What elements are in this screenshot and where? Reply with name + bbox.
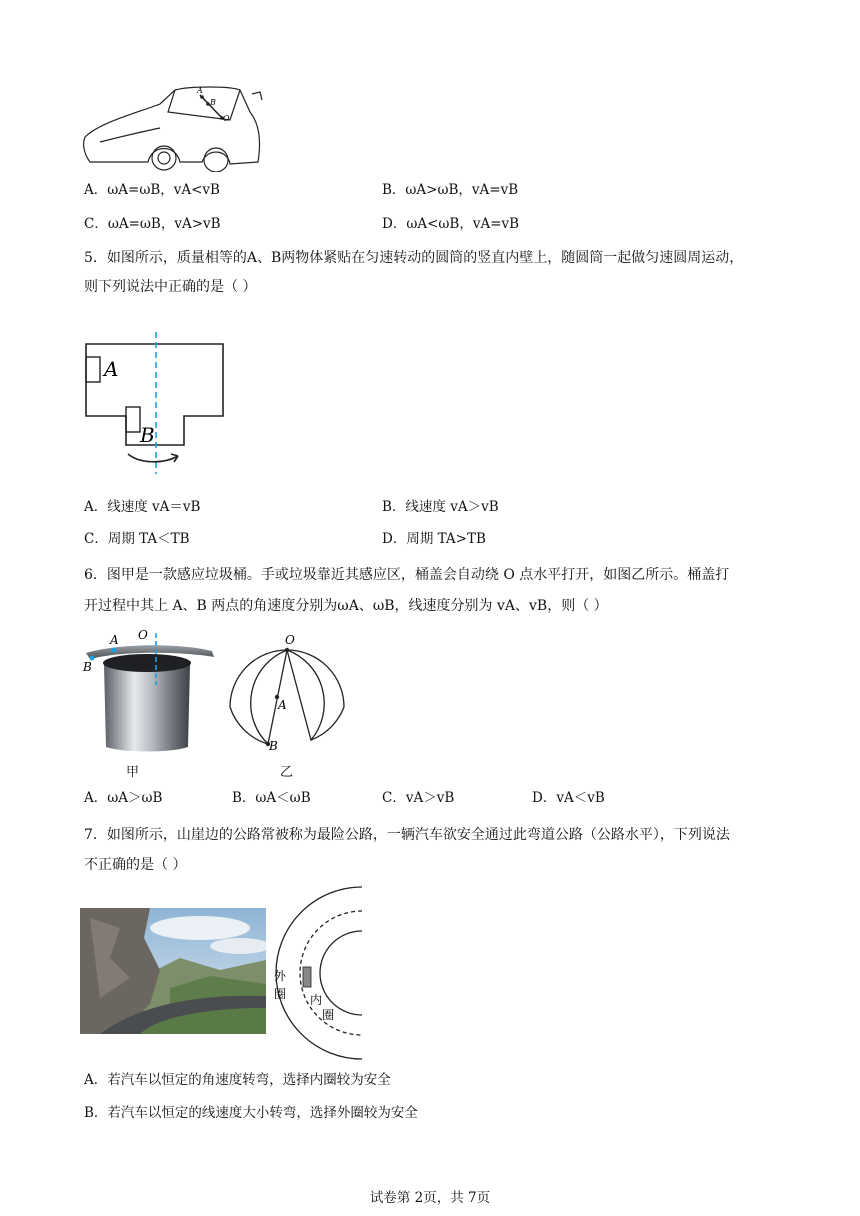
inner-lane-char1: 内: [310, 993, 323, 1007]
q6-option-c[interactable]: C．vA＞vB: [382, 790, 455, 806]
can-label-o: O: [138, 628, 148, 642]
rotating-cylinder-figure: [80, 332, 230, 474]
trash-can-photo: [80, 625, 225, 780]
mountain-road-photo: [80, 908, 266, 1034]
curve-lane-diagram: [266, 885, 366, 1061]
q6-stem-line2: 开过程中其上 A、B 两点的角速度分别为ωA、ωB，线速度分别为 vA、vB，则（ ）: [84, 598, 608, 614]
q7-stem-line2: 不正确的是（ ）: [84, 857, 187, 873]
caption-jia: 甲: [126, 765, 140, 780]
car-wiper-figure: [80, 82, 270, 172]
outer-lane-char1: 外: [274, 969, 287, 983]
outer-lane-char2: 圈: [274, 987, 287, 1001]
cylinder-label-a: A: [104, 357, 119, 381]
q4-option-c[interactable]: C．ωA=ωB，vA>vB: [84, 216, 221, 232]
can-label-b: B: [83, 660, 92, 674]
q4-option-d[interactable]: D．ωA<ωB，vA=vB: [382, 216, 520, 232]
car-label-b: B: [210, 98, 216, 107]
lid-label-o: O: [285, 633, 295, 647]
can-label-a: A: [110, 633, 119, 647]
q6-option-a[interactable]: A．ωA＞ωB: [84, 790, 163, 806]
q4-option-a[interactable]: A．ωA=ωB，vA<vB: [84, 182, 220, 198]
q5-option-a[interactable]: A．线速度 vA＝vB: [84, 499, 201, 515]
q5-stem-line2: 则下列说法中正确的是（ ）: [84, 279, 257, 295]
q7-stem-line1: 7．如图所示，山崖边的公路常被称为最险公路，一辆汽车欲安全通过此弯道公路（公路水平），下列说法: [84, 827, 730, 843]
car-label-a: A: [197, 86, 203, 95]
page-footer: 试卷第 2页，共 7页: [369, 1190, 491, 1206]
q5-option-c[interactable]: C．周期 TA＜TB: [84, 531, 190, 547]
q5-stem-line1: 5．如图所示，质量相等的A、B两物体紧贴在匀速转动的圆筒的竖直内壁上，随圆筒一起做匀速圆周运动，: [84, 250, 744, 266]
lid-label-a: A: [278, 698, 287, 712]
q6-option-d[interactable]: D．vA＜vB: [532, 790, 605, 806]
q6-option-b[interactable]: B．ωA＜ωB: [232, 790, 311, 806]
q7-option-b[interactable]: B．若汽车以恒定的线速度大小转弯，选择外圈较为安全: [84, 1105, 418, 1121]
lid-label-b: B: [269, 739, 278, 753]
inner-lane-char2: 圈: [322, 1008, 335, 1022]
car-label-o: O: [223, 114, 230, 123]
cylinder-label-b: B: [140, 423, 155, 447]
caption-yi: 乙: [280, 765, 294, 780]
q7-option-a[interactable]: A．若汽车以恒定的角速度转弯，选择内圈较为安全: [84, 1072, 391, 1088]
q4-option-b[interactable]: B．ωA>ωB，vA=vB: [382, 182, 519, 198]
q6-stem-line1: 6．图甲是一款感应垃圾桶。手或垃圾靠近其感应区，桶盖会自动绕 O 点水平打开，如图乙所示。桶盖打: [84, 567, 730, 583]
q5-option-d[interactable]: D．周期 TA>TB: [382, 531, 486, 547]
lid-diagram: [225, 628, 360, 753]
q5-option-b[interactable]: B．线速度 vA＞vB: [382, 499, 499, 515]
